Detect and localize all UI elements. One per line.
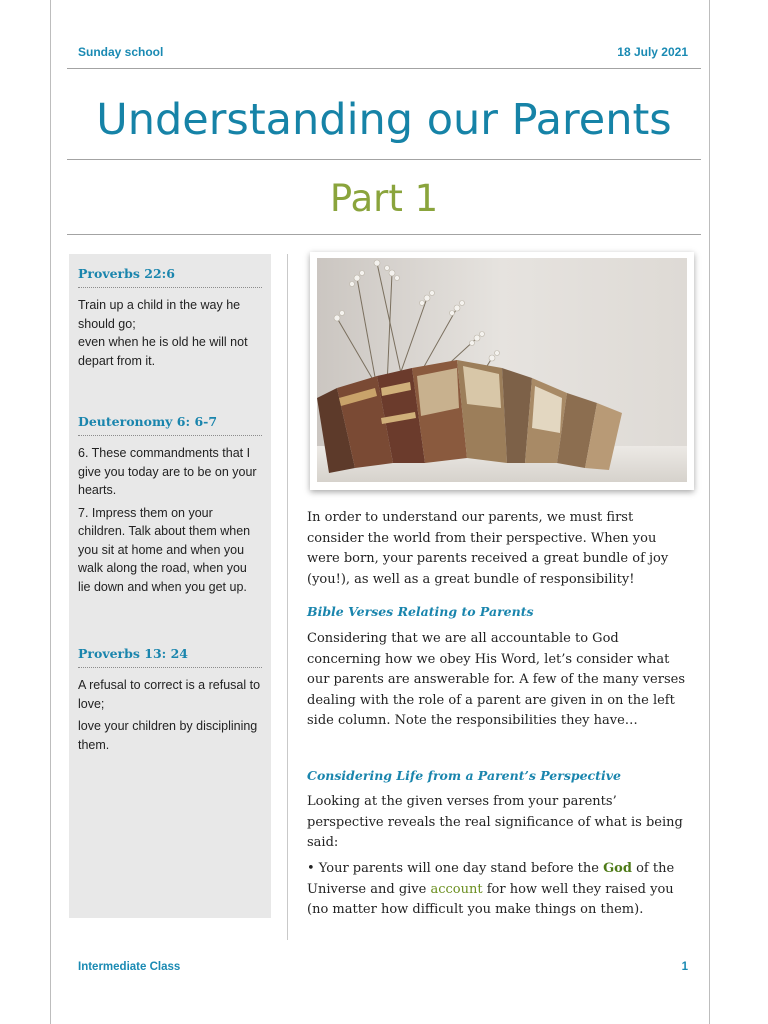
header-date: 18 July 2021: [617, 45, 688, 59]
header-left-text: Sunday school: [78, 45, 164, 59]
verse-line: 6. These commandments that I give you today are to be on your hearts.: [78, 446, 257, 497]
highlight-account: account: [430, 881, 483, 897]
page-edge-right: [709, 0, 710, 1024]
page-edge-left: [50, 0, 51, 1024]
verse-line: 7. Impress them on your children. Talk about them when you sit at home and when you walk along the road, when you lie down and when you get up.: [78, 505, 251, 594]
verse-line: A refusal to correct is a refusal to love;: [78, 678, 261, 711]
verse-line: even when he is old he will not depart from it.: [78, 335, 248, 368]
bullet-point: [307, 859, 687, 921]
page-number: 1: [681, 961, 688, 973]
title-rule: [67, 159, 701, 160]
section-heading: Considering Life from a Parent’s Perspective: [307, 768, 621, 783]
page-subtitle: Part 1: [329, 177, 439, 220]
section-heading: Bible Verses Relating to Parents: [307, 604, 534, 619]
header-rule: [67, 68, 701, 69]
verse-reference: Proverbs 22:6: [78, 266, 262, 288]
verse-reference: Deuteronomy 6: 6-7: [78, 414, 262, 436]
section-paragraph: Considering that we are all accountable to God concerning how we obey His Word, let’s consider what our parents are answerable for. A few of the many verses dealing with the role of a parent are given in on the left side column. Note the responsibilities they have…: [307, 631, 685, 728]
verse-block: [78, 266, 262, 370]
verse-block: [78, 414, 262, 596]
verse-block: [78, 646, 262, 754]
bullet-text: of the Universe and give: [307, 861, 675, 897]
footer-class-name: Intermediate Class: [78, 961, 181, 973]
verse-reference: Proverbs 13: 24: [78, 646, 262, 668]
section-paragraph: Looking at the given verses from your parents’ perspective reveals the real significance of what is being said:: [307, 794, 683, 850]
intro-paragraph: In order to understand our parents, we must first consider the world from their perspective. When you were born, your parents received a great bundle of joy (you!), as well as a great bundle of responsibility!: [307, 510, 669, 587]
highlight-god: God: [603, 861, 632, 876]
page-title: Understanding our Parents: [96, 95, 672, 145]
verse-line: love your children by disciplining them.: [78, 719, 258, 752]
verse-sidebar: [69, 254, 271, 918]
column-divider: [287, 254, 288, 940]
books-photo: [317, 258, 687, 482]
books-photo-frame: [310, 252, 694, 490]
bullet-text: • Your parents will one day stand before the: [307, 861, 604, 876]
subtitle-rule: [67, 234, 701, 235]
verse-line: Train up a child in the way he should go;: [78, 298, 241, 331]
bullet-text: for how well they raised you (no matter how difficult you make things on them).: [307, 881, 674, 917]
